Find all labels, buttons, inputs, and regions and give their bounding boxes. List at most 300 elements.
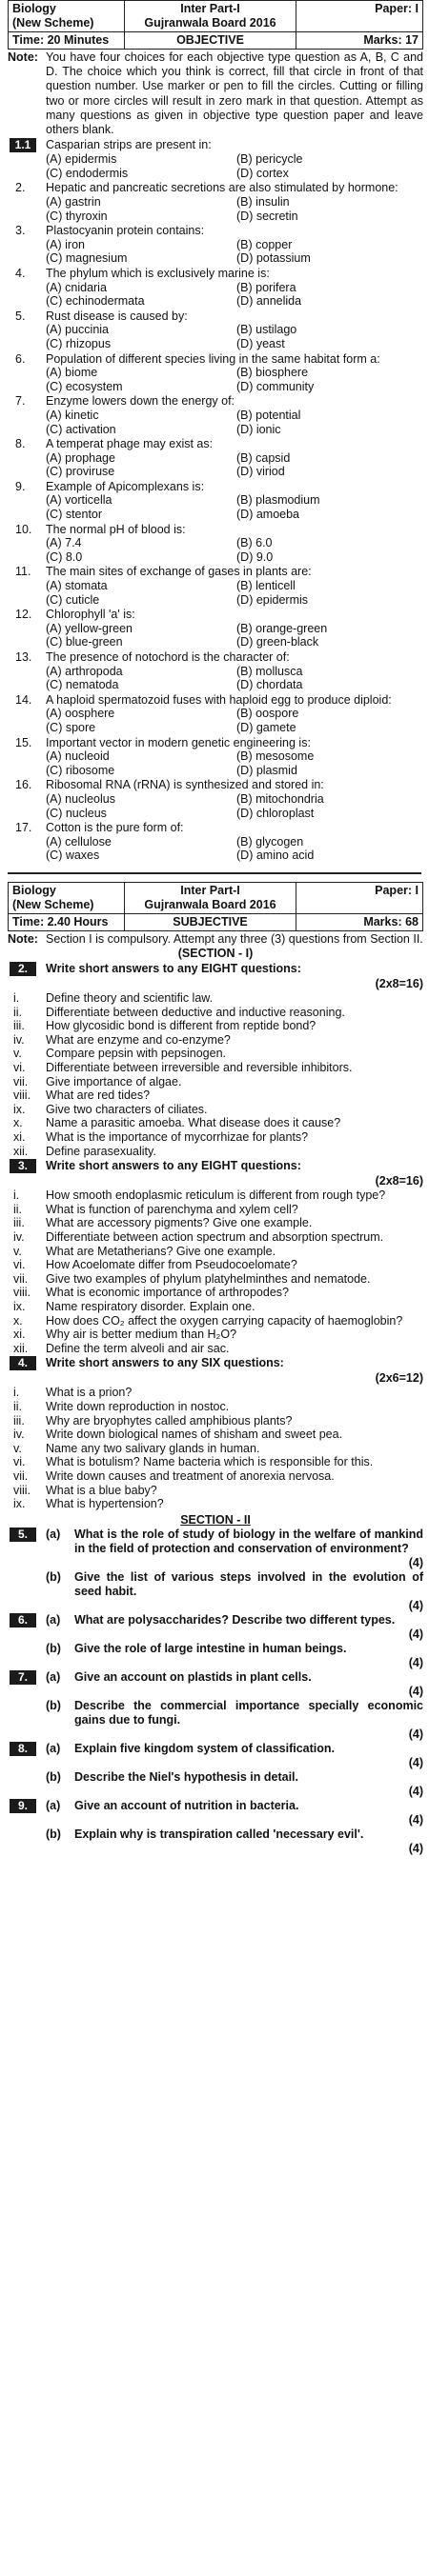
option-a: (A) nucleoid bbox=[46, 749, 110, 764]
question-4 bbox=[8, 1356, 423, 1510]
item-text: Define parasexuality. bbox=[46, 1144, 156, 1158]
long-question-part bbox=[8, 1528, 423, 1570]
part-question: Explain five kingdom system of classification. bbox=[74, 1741, 335, 1755]
roman-number: ii. bbox=[13, 1399, 23, 1413]
subject-cell bbox=[9, 1, 125, 32]
question-marks bbox=[8, 1174, 423, 1188]
objective-header bbox=[8, 0, 423, 50]
options-row bbox=[8, 550, 423, 565]
item-text: How Acoelomate differ from Pseudocoelomate? bbox=[46, 1258, 297, 1272]
long-question-part bbox=[8, 1742, 423, 1770]
item-text: Give two characters of ciliates. bbox=[46, 1102, 208, 1116]
item-text: Differentiate between deductive and inductive reasoning. bbox=[46, 1005, 345, 1019]
marks-label: (2x8=16) bbox=[375, 977, 423, 991]
question-number bbox=[8, 1699, 46, 1742]
item-text: Name a parasitic amoeba. What disease does it cause? bbox=[46, 1116, 341, 1130]
mcq-question bbox=[8, 437, 423, 451]
option-d: (D) secretin bbox=[236, 209, 298, 223]
part-label: (a) bbox=[46, 1741, 61, 1755]
question-heading bbox=[8, 1356, 423, 1370]
option-c: (C) ecosystem bbox=[46, 379, 123, 393]
option-d: (D) chordata bbox=[236, 678, 303, 692]
part-question: Give the role of large intestine in human beings. bbox=[74, 1641, 347, 1655]
part-text bbox=[74, 1770, 423, 1799]
short-question-item bbox=[8, 1075, 423, 1089]
item-text: What is a blue baby? bbox=[46, 1483, 157, 1497]
short-question-item bbox=[8, 1103, 423, 1117]
option-a: (A) gastrin bbox=[46, 195, 101, 209]
short-question-item bbox=[8, 1328, 423, 1342]
part-text bbox=[74, 1827, 423, 1856]
option-c: (C) proviruse bbox=[46, 465, 115, 479]
long-question-part bbox=[8, 1670, 423, 1699]
roman-number: ii. bbox=[13, 1202, 23, 1216]
part-question: Give an account of nutrition in bacteria. bbox=[74, 1798, 299, 1812]
question-number: 6. bbox=[15, 351, 26, 366]
mcq-question bbox=[8, 821, 423, 835]
options-row bbox=[8, 409, 423, 423]
section-cell: OBJECTIVE bbox=[125, 32, 296, 49]
short-question-item bbox=[8, 1414, 423, 1428]
question-number bbox=[8, 1742, 46, 1770]
question-number: 13. bbox=[15, 650, 32, 664]
question-heading bbox=[8, 962, 423, 976]
option-d: (D) ionic bbox=[236, 422, 281, 436]
options-row bbox=[8, 508, 423, 522]
question-text: Enzyme lowers down the energy of: bbox=[46, 394, 235, 409]
item-text: What is a prion? bbox=[46, 1386, 133, 1400]
item-text: How does CO₂ affect the oxygen carrying capacity of haemoglobin? bbox=[46, 1313, 403, 1328]
long-question-part bbox=[8, 1799, 423, 1827]
roman-number: iii. bbox=[13, 1413, 25, 1428]
paper-page bbox=[8, 0, 423, 1856]
mcq-question bbox=[8, 394, 423, 409]
part-marks: (4) bbox=[408, 1627, 423, 1641]
time-cell: Time: 2.40 Hours bbox=[9, 914, 125, 930]
roman-number: v. bbox=[13, 1047, 22, 1061]
item-text: Differentiate between action spectrum and absorption spectrum. bbox=[46, 1230, 384, 1245]
option-d: (D) yeast bbox=[236, 336, 285, 350]
question-number: 17. bbox=[15, 821, 32, 835]
question-title: Write short answers to any SIX questions: bbox=[46, 1356, 284, 1370]
mcq-question bbox=[8, 480, 423, 494]
item-text: Write down reproduction in nostoc. bbox=[46, 1399, 230, 1413]
options-row bbox=[8, 195, 423, 210]
question-number bbox=[8, 1642, 46, 1670]
option-c: (C) stentor bbox=[46, 508, 103, 522]
divider bbox=[8, 872, 421, 874]
part-text bbox=[74, 1642, 423, 1670]
roman-number: iv. bbox=[13, 1230, 25, 1245]
note-label: Note: bbox=[8, 931, 38, 946]
short-question-item bbox=[8, 1286, 423, 1300]
long-question-part bbox=[8, 1770, 423, 1799]
short-question-item bbox=[8, 1203, 423, 1217]
long-question-part bbox=[8, 1570, 423, 1613]
question-marks bbox=[8, 977, 423, 991]
objective-questions bbox=[8, 138, 423, 863]
note-label: Note: bbox=[8, 50, 38, 64]
option-d: (D) cortex bbox=[236, 166, 289, 180]
options-row bbox=[8, 251, 423, 266]
question-number-box: 1.1 bbox=[10, 138, 36, 152]
marks-cell: Marks: 17 bbox=[363, 33, 419, 47]
note-text: Section I is compulsory. Attempt any three (3) questions from Section II. bbox=[46, 931, 423, 946]
question-number-box: 2. bbox=[10, 962, 36, 976]
item-text: Define theory and scientific law. bbox=[46, 991, 214, 1006]
question-marks bbox=[8, 1371, 423, 1386]
option-b: (B) pericycle bbox=[236, 152, 303, 167]
option-c: (C) spore bbox=[46, 720, 96, 734]
roman-number: vii. bbox=[13, 1468, 29, 1483]
question-number bbox=[8, 1613, 46, 1642]
question-text: Plastocyanin protein contains: bbox=[46, 224, 205, 238]
part-label: (a) bbox=[46, 1798, 61, 1812]
short-question-item bbox=[8, 1428, 423, 1442]
part-marks: (4) bbox=[408, 1841, 423, 1855]
question-number-box: 3. bbox=[10, 1159, 36, 1173]
part-label: (b) bbox=[46, 1698, 61, 1712]
option-a: (A) oosphere bbox=[46, 707, 115, 721]
options-row bbox=[8, 749, 423, 764]
question-text: Chlorophyll 'a' is: bbox=[46, 608, 135, 622]
mcq-question bbox=[8, 138, 423, 152]
part-label: (b) bbox=[46, 1769, 61, 1784]
option-c: (C) nematoda bbox=[46, 678, 119, 692]
question-number bbox=[8, 1570, 46, 1613]
question-text: The normal pH of blood is: bbox=[46, 522, 186, 536]
options-row bbox=[8, 451, 423, 466]
option-a: (A) cellulose bbox=[46, 834, 112, 849]
mcq-question bbox=[8, 523, 423, 537]
question-number-box: 5. bbox=[10, 1528, 36, 1542]
short-question-item bbox=[8, 1130, 423, 1145]
option-b: (B) 6.0 bbox=[236, 536, 273, 550]
option-b: (B) copper bbox=[236, 237, 293, 251]
question-number: 3. bbox=[15, 224, 26, 238]
option-a: (A) nucleolus bbox=[46, 791, 115, 806]
part-question: What are polysaccharides? Describe two different types. bbox=[74, 1612, 396, 1627]
long-question-part bbox=[8, 1699, 423, 1742]
item-text: What are accessory pigments? Give one example. bbox=[46, 1216, 313, 1230]
roman-number: viii. bbox=[13, 1286, 31, 1300]
option-a: (A) 7.4 bbox=[46, 536, 82, 550]
options-row bbox=[8, 807, 423, 821]
options-row bbox=[8, 423, 423, 437]
option-b: (B) biosphere bbox=[236, 366, 309, 380]
item-text: What is function of parenchyma and xylem cell? bbox=[46, 1202, 298, 1216]
question-number bbox=[8, 962, 46, 976]
spacer bbox=[8, 977, 46, 991]
short-question-item bbox=[8, 1033, 423, 1048]
part-marks: (4) bbox=[408, 1727, 423, 1741]
options-row bbox=[8, 152, 423, 167]
roman-number: iii. bbox=[13, 1019, 25, 1033]
option-a: (A) vorticella bbox=[46, 493, 112, 508]
part-label: (b) bbox=[46, 1641, 61, 1655]
roman-number: viii. bbox=[13, 1483, 31, 1497]
short-question-item bbox=[8, 1088, 423, 1103]
part-marks: (4) bbox=[408, 1598, 423, 1612]
option-d: (D) community bbox=[236, 379, 315, 393]
paper-cell bbox=[296, 883, 422, 914]
short-question-item bbox=[8, 1386, 423, 1400]
question-number bbox=[8, 1356, 46, 1370]
item-text: Compare pepsin with pepsinogen. bbox=[46, 1047, 227, 1061]
options-row bbox=[8, 323, 423, 337]
marks-cell: Marks: 68 bbox=[363, 914, 419, 929]
short-question-item bbox=[8, 1006, 423, 1020]
part-text bbox=[74, 1699, 423, 1742]
option-c: (C) nucleus bbox=[46, 806, 107, 820]
short-question-item bbox=[8, 1272, 423, 1287]
short-question-item bbox=[8, 1497, 423, 1511]
item-text: What are red tides? bbox=[46, 1088, 151, 1103]
option-b: (B) mitochondria bbox=[236, 791, 324, 806]
part-text bbox=[74, 1670, 423, 1699]
option-a: (A) biome bbox=[46, 366, 98, 380]
short-question-item bbox=[8, 1019, 423, 1033]
option-b: (B) orange-green bbox=[236, 621, 328, 635]
option-c: (C) activation bbox=[46, 422, 116, 436]
option-a: (A) kinetic bbox=[46, 408, 99, 422]
roman-number: iv. bbox=[13, 1428, 25, 1442]
option-b: (B) insulin bbox=[236, 195, 290, 209]
question-text: The presence of notochord is the character of: bbox=[46, 650, 290, 664]
part-question: Describe the commercial importance specially economic gains due to fungi. bbox=[74, 1698, 423, 1727]
option-a: (A) cnidaria bbox=[46, 280, 107, 294]
board-label: Gujranwala Board 2016 bbox=[144, 897, 276, 911]
mcq-question bbox=[8, 310, 423, 324]
option-d: (D) plasmid bbox=[236, 763, 297, 777]
options-row bbox=[8, 593, 423, 608]
long-question-part bbox=[8, 1613, 423, 1642]
objective-note bbox=[8, 50, 423, 137]
option-b: (B) ustilago bbox=[236, 323, 297, 337]
option-c: (C) thyroxin bbox=[46, 209, 108, 223]
part-marks: (4) bbox=[408, 1655, 423, 1669]
question-number: 9. bbox=[15, 479, 26, 493]
question-text: Population of different species living in the same habitat form a: bbox=[46, 351, 380, 366]
question-number: 11. bbox=[15, 565, 31, 579]
scheme: (New Scheme) bbox=[12, 897, 94, 911]
part-text bbox=[74, 1799, 423, 1827]
marks-label: (2x6=12) bbox=[375, 1371, 423, 1386]
long-question-part bbox=[8, 1827, 423, 1856]
question-3 bbox=[8, 1159, 423, 1355]
option-c: (C) blue-green bbox=[46, 635, 123, 649]
subject-cell bbox=[9, 883, 125, 914]
options-row bbox=[8, 622, 423, 636]
class-label: Inter Part-I bbox=[180, 2, 240, 15]
options-row bbox=[8, 238, 423, 252]
question-title: Write short answers to any EIGHT questions: bbox=[46, 962, 301, 976]
mcq-question bbox=[8, 352, 423, 367]
part-label: (b) bbox=[46, 1827, 61, 1841]
question-number bbox=[8, 1799, 46, 1827]
section-1-title: (SECTION - I) bbox=[177, 947, 254, 961]
item-text: What is hypertension? bbox=[46, 1497, 164, 1511]
question-title: Write short answers to any EIGHT questions: bbox=[46, 1159, 301, 1173]
roman-number: xii. bbox=[13, 1341, 29, 1355]
option-d: (D) amoeba bbox=[236, 508, 299, 522]
roman-number: vii. bbox=[13, 1074, 29, 1088]
section-cell: SUBJECTIVE bbox=[125, 914, 296, 930]
option-b: (B) glycogen bbox=[236, 834, 304, 849]
question-heading bbox=[8, 1159, 423, 1173]
part-marks: (4) bbox=[408, 1755, 423, 1769]
roman-number: vii. bbox=[13, 1271, 29, 1286]
short-question-item bbox=[8, 1245, 423, 1259]
part-marks: (4) bbox=[408, 1812, 423, 1827]
scheme: (New Scheme) bbox=[12, 16, 94, 30]
roman-number: vi. bbox=[13, 1455, 26, 1469]
mcq-question bbox=[8, 181, 423, 195]
part-label: (b) bbox=[46, 1569, 61, 1584]
item-text: Give importance of algae. bbox=[46, 1074, 182, 1088]
note-text: You have four choices for each objective type question as A, B, C and D. The choice which you think is correct, fill that circle in front of that question number. Use marker or pen to fill the circles. Cutting or filling two or more circles will result in zero mark in that question. Attempt as many questions as given in objective type question paper and leave others blank. bbox=[46, 50, 423, 137]
question-number: 2. bbox=[15, 181, 26, 195]
option-d: (D) gamete bbox=[236, 720, 296, 734]
mcq-question bbox=[8, 693, 423, 708]
roman-number: i. bbox=[13, 991, 20, 1006]
part-marks: (4) bbox=[408, 1555, 423, 1569]
option-c: (C) waxes bbox=[46, 849, 100, 863]
short-question-item bbox=[8, 1342, 423, 1356]
option-c: (C) 8.0 bbox=[46, 549, 83, 564]
option-a: (A) stomata bbox=[46, 579, 108, 593]
roman-number: vi. bbox=[13, 1258, 26, 1272]
options-row bbox=[8, 579, 423, 593]
board-label: Gujranwala Board 2016 bbox=[144, 16, 276, 30]
subject: Biology bbox=[12, 883, 56, 897]
question-number: 14. bbox=[15, 692, 32, 707]
roman-number: i. bbox=[13, 1386, 20, 1400]
options-row bbox=[8, 380, 423, 394]
part-marks: (4) bbox=[408, 1784, 423, 1798]
option-a: (A) epidermis bbox=[46, 152, 117, 167]
mcq-question bbox=[8, 650, 423, 665]
time-cell: Time: 20 Minutes bbox=[9, 32, 125, 49]
item-text: What is economic importance of arthropodes? bbox=[46, 1286, 289, 1300]
question-text: The phylum which is exclusively marine is: bbox=[46, 266, 270, 280]
item-text: Differentiate between irreversible and reversible inhibitors. bbox=[46, 1061, 353, 1075]
options-row bbox=[8, 167, 423, 181]
option-b: (B) lenticell bbox=[236, 579, 296, 593]
question-number: 5. bbox=[15, 309, 26, 323]
question-text: Important vector in modern genetic engineering is: bbox=[46, 735, 311, 749]
board-cell bbox=[125, 1, 296, 32]
item-text: Name respiratory disorder. Explain one. bbox=[46, 1299, 255, 1313]
question-number-box: 6. bbox=[10, 1613, 36, 1627]
question-number-box: 4. bbox=[10, 1356, 36, 1370]
option-d: (D) potassium bbox=[236, 251, 311, 266]
mcq-question bbox=[8, 224, 423, 238]
spacer bbox=[8, 1174, 46, 1188]
option-d: (D) amino acid bbox=[236, 849, 315, 863]
part-question: Describe the Niel's hypothesis in detail. bbox=[74, 1769, 298, 1784]
part-text bbox=[74, 1528, 423, 1570]
short-question-item bbox=[8, 1188, 423, 1203]
question-text: The main sites of exchange of gases in plants are: bbox=[46, 565, 312, 579]
short-question-item bbox=[8, 1455, 423, 1469]
part-question: Explain why is transpiration called 'necessary evil'. bbox=[74, 1827, 364, 1841]
part-question: Give the list of various steps involved in the evolution of seed habit. bbox=[74, 1569, 423, 1598]
option-d: (D) epidermis bbox=[236, 592, 309, 607]
marks-label: (2x8=16) bbox=[375, 1174, 423, 1188]
question-text: Example of Apicomplexans is: bbox=[46, 479, 205, 493]
roman-number: iv. bbox=[13, 1032, 25, 1047]
short-question-item bbox=[8, 1145, 423, 1159]
item-text: What are enzyme and co-enzyme? bbox=[46, 1032, 231, 1047]
roman-number: v. bbox=[13, 1244, 22, 1258]
option-c: (C) ribosome bbox=[46, 763, 115, 777]
question-text: Rust disease is caused by: bbox=[46, 309, 188, 323]
option-c: (C) endodermis bbox=[46, 166, 129, 180]
item-text: What are Metatherians? Give one example. bbox=[46, 1244, 276, 1258]
board-cell bbox=[125, 883, 296, 914]
roman-number: viii. bbox=[13, 1088, 31, 1103]
option-b: (B) porifera bbox=[236, 280, 296, 294]
question-number bbox=[8, 1770, 46, 1799]
question-number bbox=[8, 1670, 46, 1699]
item-text: What is botulism? Name bacteria which is responsible for this. bbox=[46, 1455, 374, 1469]
long-question-part bbox=[8, 1642, 423, 1670]
short-question-item bbox=[8, 1469, 423, 1484]
option-d: (D) green-black bbox=[236, 635, 319, 649]
roman-number: iii. bbox=[13, 1216, 25, 1230]
options-row bbox=[8, 465, 423, 479]
question-text: Cotton is the pure form of: bbox=[46, 821, 184, 835]
short-question-item bbox=[8, 1230, 423, 1245]
roman-number: ii. bbox=[13, 1005, 23, 1019]
part-question: Give an account on plastids in plant cells. bbox=[74, 1669, 312, 1684]
options-row bbox=[8, 366, 423, 380]
options-row bbox=[8, 665, 423, 679]
options-row bbox=[8, 849, 423, 863]
question-text: A haploid spermatozoid fuses with haploid egg to produce diploid: bbox=[46, 692, 392, 707]
subjective-note bbox=[8, 932, 423, 947]
options-row bbox=[8, 707, 423, 721]
item-text: Why are bryophytes called amphibious plants? bbox=[46, 1413, 293, 1428]
item-text: Name any two salivary glands in human. bbox=[46, 1441, 260, 1455]
option-c: (C) echinodermata bbox=[46, 294, 145, 309]
short-question-item bbox=[8, 1047, 423, 1061]
option-a: (A) iron bbox=[46, 237, 85, 251]
item-text: Give two examples of phylum platyhelminthes and nematode. bbox=[46, 1271, 371, 1286]
question-number-box: 9. bbox=[10, 1799, 36, 1813]
option-c: (C) magnesium bbox=[46, 251, 128, 266]
option-b: (B) capsid bbox=[236, 450, 291, 465]
question-number-box: 7. bbox=[10, 1670, 36, 1685]
option-a: (A) yellow-green bbox=[46, 621, 133, 635]
part-marks: (4) bbox=[408, 1684, 423, 1698]
option-b: (B) potential bbox=[236, 408, 301, 422]
part-label: (a) bbox=[46, 1527, 61, 1541]
question-number: 7. bbox=[15, 394, 26, 409]
roman-number: v. bbox=[13, 1441, 22, 1455]
option-a: (A) arthropoda bbox=[46, 664, 123, 678]
option-c: (C) cuticle bbox=[46, 592, 100, 607]
question-text: A temperat phage may exist as: bbox=[46, 437, 214, 451]
option-d: (D) annelida bbox=[236, 294, 302, 309]
short-question-item bbox=[8, 1061, 423, 1075]
option-b: (B) oospore bbox=[236, 707, 299, 721]
paper-cell bbox=[296, 1, 422, 32]
mcq-question bbox=[8, 778, 423, 792]
item-text: How smooth endoplasmic reticulum is different from rough type? bbox=[46, 1188, 386, 1203]
question-number bbox=[8, 1827, 46, 1856]
